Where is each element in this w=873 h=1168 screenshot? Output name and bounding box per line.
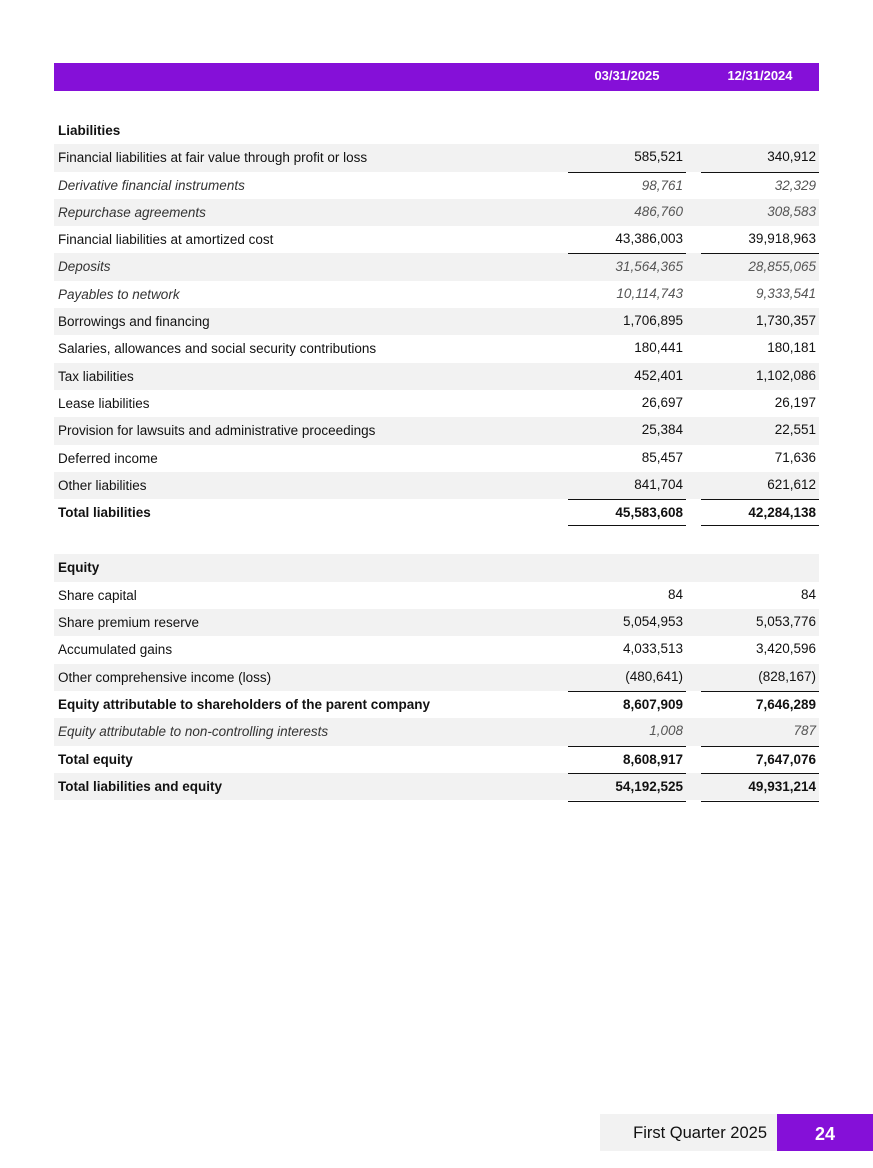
value-2024: 32,329: [701, 172, 819, 199]
value-2024: 1,102,086: [755, 367, 816, 383]
value-2025: 1,008: [649, 723, 683, 739]
row-label: Accumulated gains: [58, 642, 173, 658]
row-label: Share premium reserve: [58, 615, 200, 631]
row-label: Other liabilities: [58, 477, 147, 493]
row-label: Total equity: [58, 751, 133, 767]
footer-title: First Quarter 2025: [600, 1114, 777, 1151]
value-2024: 9,333,541: [755, 285, 816, 301]
table-row: [54, 199, 819, 226]
value-2025: 841,704: [634, 476, 683, 492]
table-row: [54, 335, 819, 362]
value-2024: 22,551: [774, 422, 816, 438]
value-2025: 85,457: [641, 449, 683, 465]
section-header-equity: [54, 554, 819, 581]
balance-sheet-table: [54, 117, 819, 800]
value-2024: 5,053,776: [755, 614, 816, 630]
column-header-2025: 03/31/2025: [594, 68, 660, 83]
row-label: Provision for lawsuits and administrative proceedings: [58, 423, 376, 439]
value-2025: 8,608,917: [568, 746, 686, 773]
table-row: [54, 472, 819, 499]
value-2025: 25,384: [641, 422, 683, 438]
table-row: [54, 144, 819, 171]
value-2024: 787: [793, 723, 816, 739]
section-title: Liabilities: [58, 123, 121, 138]
value-2025: 31,564,365: [568, 253, 686, 280]
value-2024: 180,181: [767, 340, 816, 356]
table-header-bar: [54, 63, 819, 91]
value-2024: 621,612: [767, 476, 816, 492]
row-label: Derivative financial instruments: [58, 177, 245, 193]
row-label: Financial liabilities at fair value through profit or loss: [58, 150, 368, 166]
table-row: [54, 308, 819, 335]
row-label: Other comprehensive income (loss): [58, 669, 272, 685]
table-row: [54, 417, 819, 444]
value-2024: 26,197: [774, 394, 816, 410]
table-row: [54, 226, 819, 253]
table-row: [54, 172, 819, 199]
table-row: [54, 582, 819, 609]
value-2025: 10,114,743: [616, 285, 683, 301]
row-label: Deferred income: [58, 450, 158, 466]
row-label: Salaries, allowances and social security contributions: [58, 341, 377, 357]
value-2024: 340,912: [767, 149, 816, 165]
value-2025: 5,054,953: [622, 614, 683, 630]
value-2024: 7,646,289: [701, 691, 819, 718]
value-2025: 54,192,525: [568, 773, 686, 802]
table-row: [54, 281, 819, 308]
table-row: [54, 363, 819, 390]
row-label: Repurchase agreements: [58, 204, 206, 220]
value-2025: 585,521: [634, 149, 683, 165]
row-label: Total liabilities: [58, 505, 151, 521]
value-2024: 3,420,596: [755, 641, 816, 657]
value-2024: 84: [800, 586, 816, 602]
value-2025: 486,760: [634, 203, 683, 219]
section-header-liabilities: [54, 117, 819, 144]
row-label: Share capital: [58, 587, 137, 603]
section-title: Equity: [58, 560, 100, 576]
value-2024: 7,647,076: [701, 746, 819, 773]
page-footer: [600, 1114, 873, 1151]
total-liabilities-and-equity-row: [54, 773, 819, 800]
table-row: [54, 718, 819, 745]
row-label: Total liabilities and equity: [58, 778, 223, 794]
value-2025: 180,441: [634, 340, 683, 356]
total-equity-row: [54, 746, 819, 773]
table-row: [54, 691, 819, 718]
row-label: Tax liabilities: [58, 368, 134, 384]
value-2024: 1,730,357: [755, 313, 816, 329]
value-2024: 28,855,065: [701, 253, 819, 280]
value-2025: 84: [667, 586, 683, 602]
value-2025: 452,401: [634, 367, 683, 383]
value-2024: 39,918,963: [748, 231, 816, 247]
table-row: [54, 609, 819, 636]
row-label: Payables to network: [58, 286, 180, 302]
column-header-2024: 12/31/2024: [727, 68, 793, 83]
value-2024: (828,167): [758, 668, 816, 684]
value-2024: 49,931,214: [701, 773, 819, 802]
value-2025: 45,583,608: [568, 499, 686, 526]
value-2025: 98,761: [568, 172, 686, 199]
table-row: [54, 664, 819, 691]
row-label: Lease liabilities: [58, 395, 150, 411]
value-2025: (480,641): [625, 668, 683, 684]
row-label: Financial liabilities at amortized cost: [58, 232, 274, 248]
value-2025: 8,607,909: [568, 691, 686, 718]
total-liabilities-row: [54, 499, 819, 526]
row-label: Borrowings and financing: [58, 314, 210, 330]
table-row: [54, 445, 819, 472]
value-2025: 4,033,513: [622, 641, 683, 657]
value-2025: 26,697: [641, 394, 683, 410]
table-row: [54, 636, 819, 663]
value-2025: 1,706,895: [622, 313, 683, 329]
row-label: Deposits: [58, 259, 111, 275]
value-2025: 43,386,003: [615, 231, 683, 247]
table-row: [54, 253, 819, 280]
value-2024: 42,284,138: [701, 499, 819, 526]
value-2024: 71,636: [774, 449, 816, 465]
page-number: 24: [777, 1114, 873, 1151]
section-spacer: [54, 526, 819, 554]
row-label: Equity attributable to shareholders of the parent company: [58, 696, 431, 712]
row-label: Equity attributable to non-controlling interests: [58, 724, 329, 740]
value-2024: 308,583: [767, 203, 816, 219]
table-row: [54, 390, 819, 417]
